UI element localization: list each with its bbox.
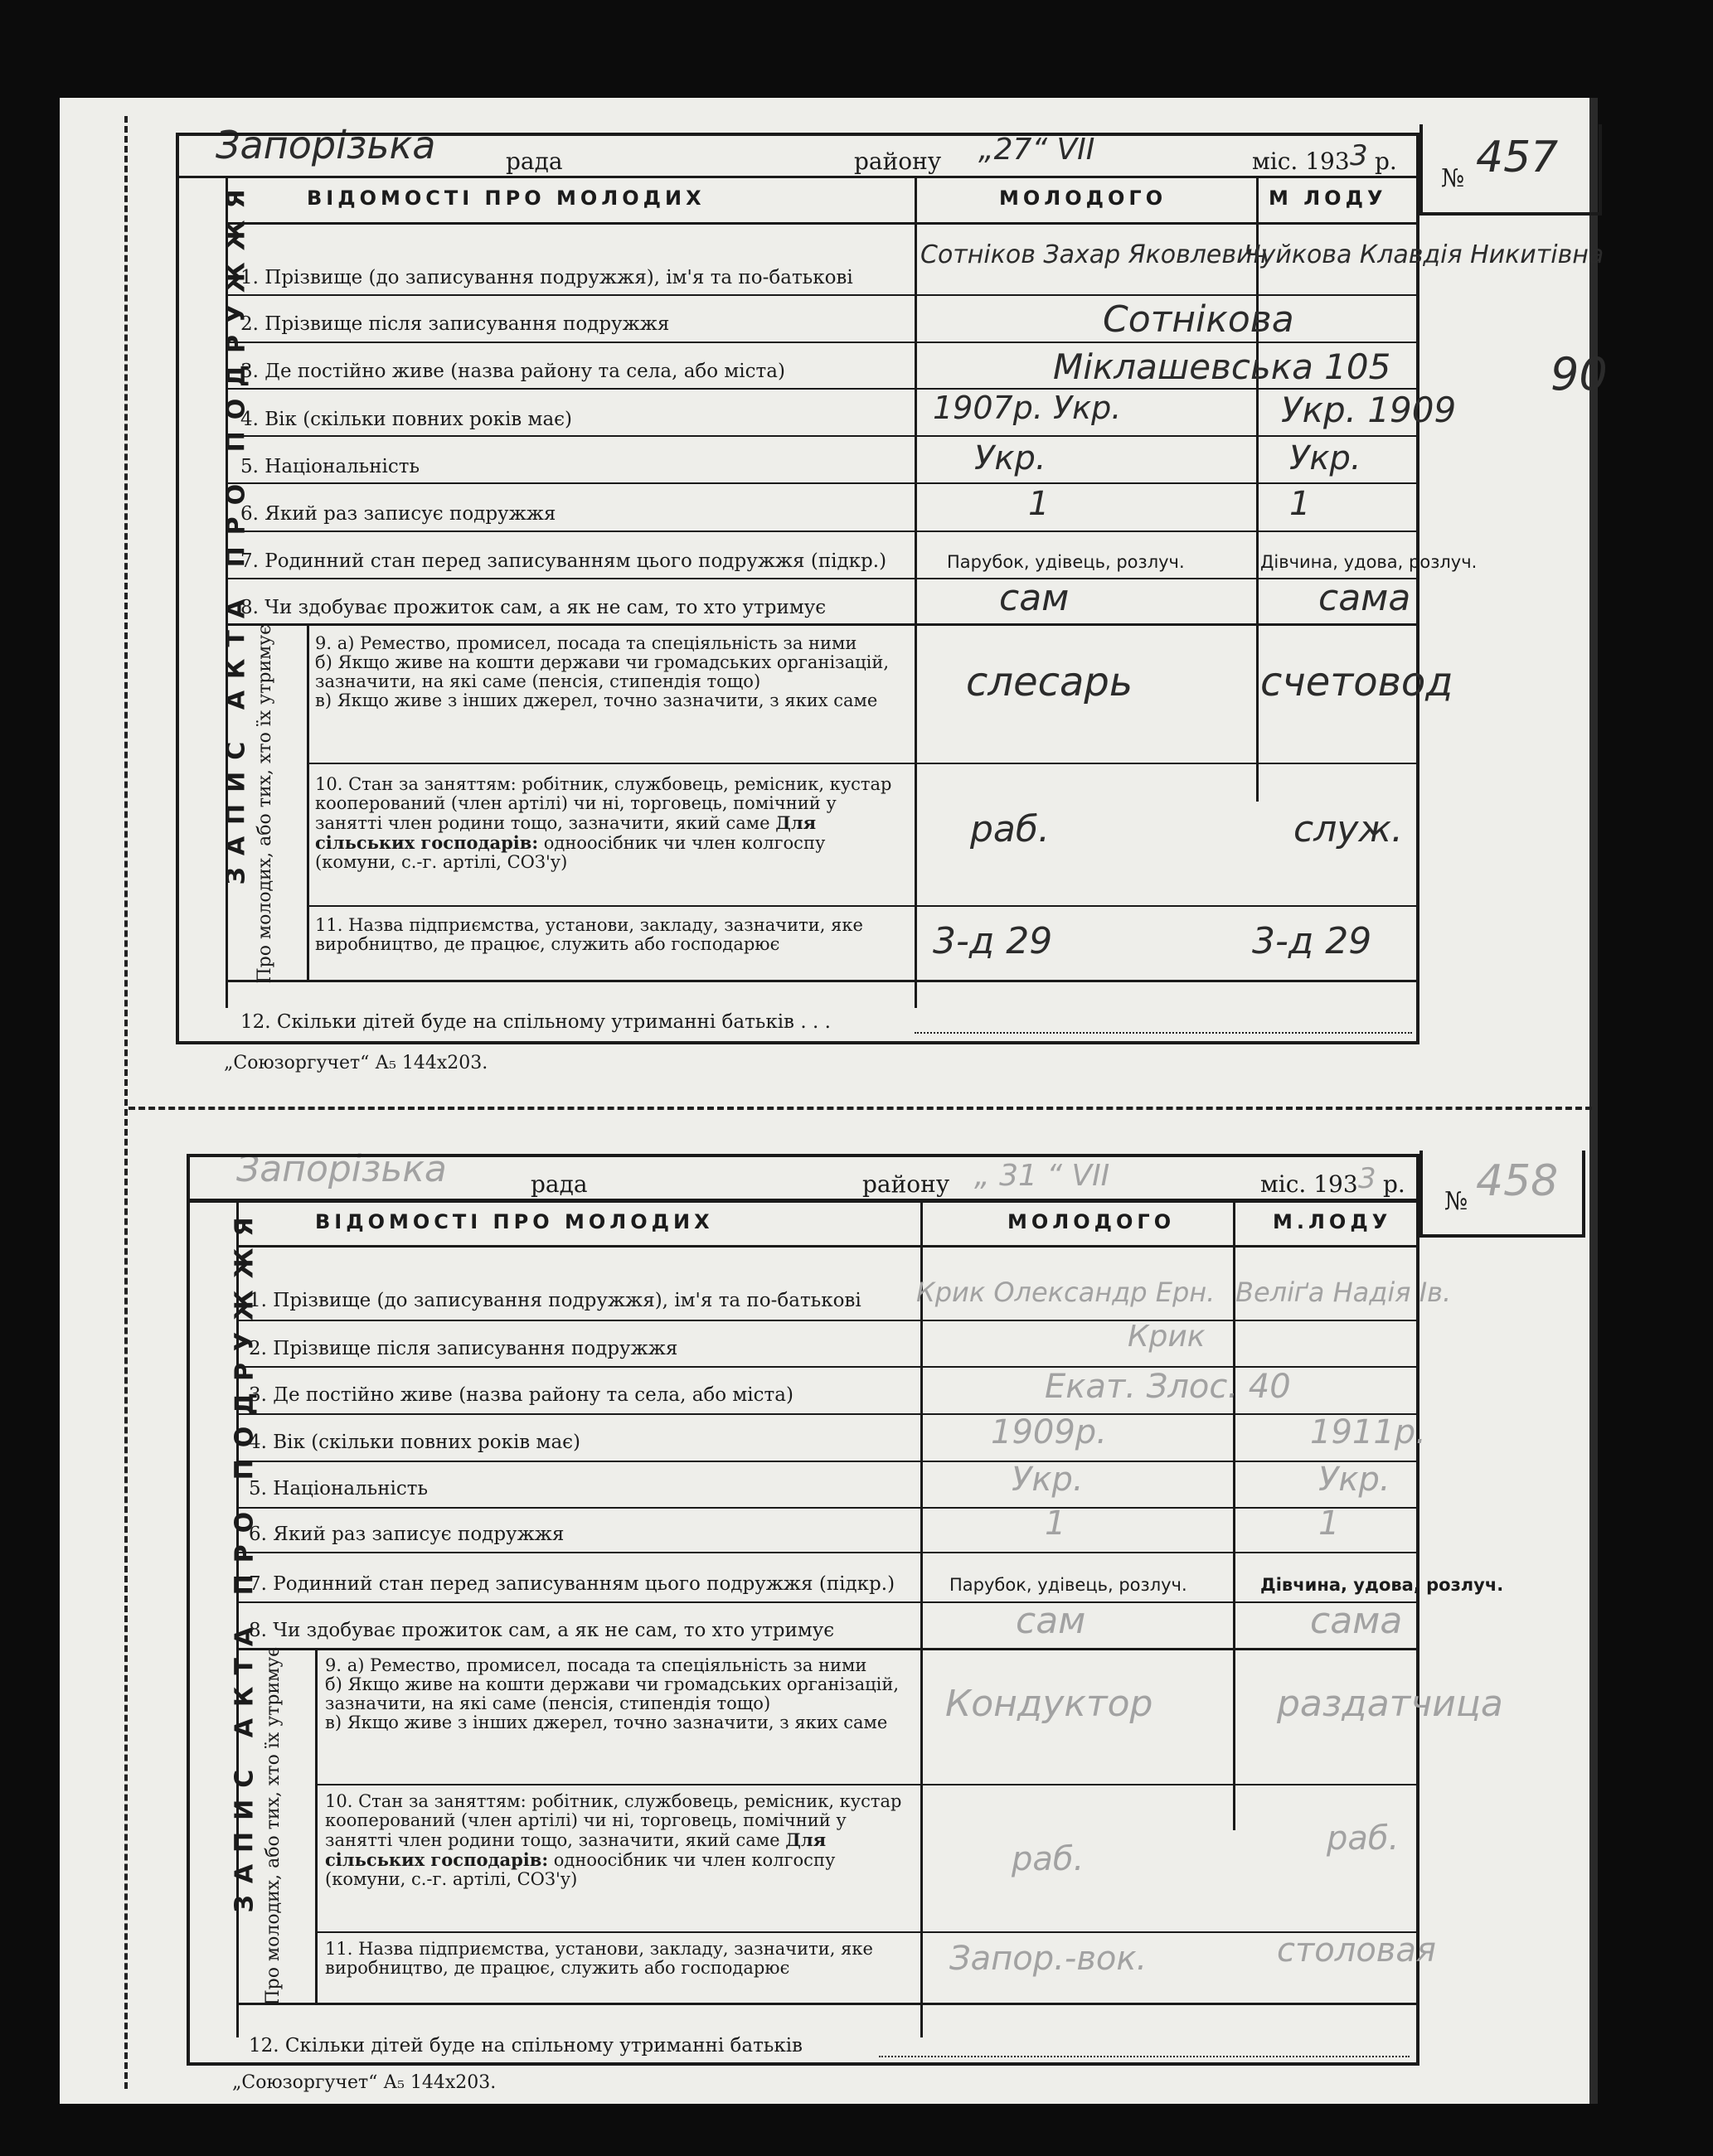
sub-side-line <box>307 623 309 980</box>
row-label: 2. Прізвище після записування подружжя <box>249 1338 678 1359</box>
row-text-bold: Для сільських господарів: <box>325 1829 827 1870</box>
groom-value: сам <box>999 577 1070 619</box>
groom-value: сам <box>1016 1600 1086 1642</box>
footer-print-mark: „Союзоргучет“ А₅ 144х203. <box>224 1053 488 1073</box>
perforation-vertical <box>124 116 128 2089</box>
sub-side-title: Про молодих, або тих, хто їх утримує <box>255 624 275 984</box>
row-divider <box>315 1931 1419 1933</box>
groom-value: 1 <box>1045 1504 1066 1543</box>
bride-value: Чуйкова Клавдія Никитівна <box>1244 240 1604 269</box>
groom-value: Сотніков Захар Яковлевич <box>920 240 1268 269</box>
row-label: 3. Де постійно живе (назва району та села, або міста) <box>240 361 785 382</box>
footer-print-mark: „Союзоргучет“ А₅ 144х203. <box>232 2072 497 2093</box>
row-label: 7. Родинний стан перед записуванням цього подружжя (підкр.) <box>249 1573 895 1595</box>
row-divider <box>315 1784 1419 1785</box>
row-label: 9. а) Ремество, промисел, посада та спеціяльність за ними б) Якщо живе на кошти держави чи громадських організацій, зазначити, на які саме (пенсія, стипендія тощо) в) Якщо живе з інших джерел, точно зазначити, з яких саме <box>315 633 890 710</box>
row-label: 6. Який раз записує подружжя <box>240 503 556 525</box>
number-handwritten: 457 <box>1476 133 1559 182</box>
r-label: р. <box>1383 1170 1405 1198</box>
bride-options: Дівчина, удова, розлуч. <box>1260 1575 1504 1595</box>
groom-value: раб. <box>1012 1840 1085 1878</box>
bride-value: 3-д 29 <box>1252 920 1372 962</box>
groom-value: 1907р. Укр. <box>933 390 1122 426</box>
groom-value: слесарь <box>966 659 1133 705</box>
row-text: 10. Стан за заняттям: робітник, службовець, ремісник, кустар кооперований (член артілі) чи ні, торговець, помічний у занятті член родини тощо, зазначити, який саме <box>325 1791 902 1850</box>
bride-value: счетовод <box>1260 659 1453 705</box>
rayonu-label: району <box>862 1170 950 1198</box>
bride-value: 1 <box>1318 1504 1340 1543</box>
year-handwritten: 3 <box>1350 139 1368 172</box>
header-bottom-line <box>236 1245 1419 1248</box>
rada-label: рада <box>506 148 563 175</box>
row-divider <box>226 294 1419 296</box>
row-divider <box>307 763 1419 764</box>
row-divider <box>226 980 1419 982</box>
groom-column-line <box>920 1200 923 2037</box>
groom-value: 1 <box>1028 485 1050 523</box>
row-text: 10. Стан за заняттям: робітник, службовець, ремісник, кустар кооперований (член артілі) чи ні, торговець, помічний у занятті член родини тощо, зазначити, який саме <box>315 774 892 833</box>
row-label <box>315 775 908 872</box>
council-handwritten: Запорізька <box>236 1148 447 1190</box>
groom-value: Укр. <box>974 439 1046 477</box>
row-12-label: 12. Скільки дітей буде на спільному утриманні батьків <box>249 2035 803 2057</box>
column-title-bride: М.ЛОДУ <box>1273 1210 1392 1233</box>
bride-value: Сотнікова <box>1103 298 1294 341</box>
row-label: 6. Який раз записує подружжя <box>249 1524 565 1545</box>
number-label: № <box>1441 164 1465 193</box>
sub-side-title: Про молодих, або тих, хто їх утримує <box>263 1646 284 2006</box>
row-divider <box>236 1413 1419 1415</box>
bride-value: сама <box>1318 577 1411 619</box>
bride-value: столовая <box>1277 1931 1436 1969</box>
row-divider <box>226 388 1419 390</box>
bride-value: 1911р. <box>1310 1413 1426 1451</box>
row-divider <box>226 342 1419 343</box>
groom-value: Запор.-вок. <box>949 1940 1148 1978</box>
row-divider <box>226 623 1419 626</box>
mis-label: міс. 193 <box>1260 1170 1358 1198</box>
date-handwritten: „27“ VII <box>978 133 1095 167</box>
number-label: № <box>1444 1187 1468 1216</box>
groom-value: 3-д 29 <box>933 920 1053 962</box>
row-text-rest: одноосібник чи член колгоспу (комуни, с.-г. артілі, СОЗ'у) <box>325 1850 836 1889</box>
bride-value: служ. <box>1293 808 1403 850</box>
header-bottom-line <box>226 222 1419 225</box>
row-label: 11. Назва підприємства, установи, закладу, зазначити, яке виробництво, де працює, служить або господарює <box>325 1939 873 1978</box>
number-handwritten: 458 <box>1476 1156 1559 1206</box>
row-divider <box>236 1601 1419 1603</box>
row-divider <box>307 905 1419 907</box>
bride-value: Укр. <box>1318 1461 1390 1499</box>
groom-options: Парубок, удівець, розлуч. <box>947 552 1185 572</box>
column-title-main: ВІДОМОСТІ ПРО МОЛОДИХ <box>307 187 706 210</box>
row-label: 1. Прізвище (до записування подружжя), ім'я та по-батькові <box>249 1290 861 1311</box>
groom-value: раб. <box>970 808 1051 850</box>
bride-value: сама <box>1310 1600 1403 1642</box>
row-12-underline <box>915 1032 1412 1034</box>
row-12-label: 12. Скільки дітей буде на спільному утриманні батьків . . . <box>240 1011 831 1033</box>
margin-note-handwritten: 90 <box>1550 348 1608 400</box>
bride-value: Укр. 1909 <box>1281 390 1457 430</box>
perforation-horizontal <box>129 1107 1592 1110</box>
bride-value: раздатчица <box>1277 1683 1503 1725</box>
bride-value: раб. <box>1327 1819 1400 1858</box>
row-divider <box>226 482 1419 484</box>
row-divider <box>236 2003 1419 2005</box>
column-title-groom: МОЛОДОГО <box>1007 1210 1176 1233</box>
date-handwritten: „ 31 “ VII <box>974 1159 1110 1193</box>
row-12-underline <box>879 2056 1410 2057</box>
row-label: 5. Національність <box>249 1478 429 1500</box>
row-text-bold: Для сільських господарів: <box>315 812 817 853</box>
row-label: 7. Родинний стан перед записуванням цього подружжя (підкр.) <box>240 550 887 572</box>
row-label: 4. Вік (скільки повних років має) <box>249 1432 581 1453</box>
groom-options: Парубок, удівець, розлуч. <box>949 1575 1187 1595</box>
groom-value: 1909р. <box>991 1413 1107 1451</box>
bride-options: Дівчина, удова, розлуч. <box>1260 552 1478 572</box>
row-label: 5. Національність <box>240 456 420 477</box>
mis-label: міс. 193 <box>1252 148 1350 175</box>
bride-value: Веліґа Надія Ів. <box>1235 1277 1452 1308</box>
row-divider <box>236 1552 1419 1553</box>
r-label: р. <box>1375 148 1397 175</box>
bride-value: Екат. Злос. 40 <box>1045 1368 1291 1406</box>
row-label: 1. Прізвище (до записування подружжя), ім'я та по-батькові <box>240 267 853 288</box>
row-divider <box>236 1507 1419 1509</box>
row-divider <box>226 531 1419 532</box>
groom-value: Укр. <box>1012 1461 1084 1499</box>
bride-value: Укр. <box>1289 439 1361 477</box>
row-divider <box>236 1648 1419 1650</box>
bride-value: Крик <box>1128 1320 1206 1354</box>
title-line <box>176 176 1419 178</box>
bride-value: Міклашевська 105 <box>1053 346 1391 387</box>
sub-side-line <box>315 1648 318 2003</box>
row-label: 11. Назва підприємства, установи, закладу, зазначити, яке виробництво, де працює, служить або господарює <box>315 915 863 954</box>
row-divider <box>226 578 1419 579</box>
column-title-bride: М ЛОДУ <box>1269 187 1387 210</box>
row-label: 3. Де постійно живе (назва району та села, або міста) <box>249 1384 793 1406</box>
bride-value: 1 <box>1289 485 1311 523</box>
row-label <box>325 1792 914 1889</box>
row-label: 2. Прізвище після записування подружжя <box>240 313 670 335</box>
row-label: 8. Чи здобуває прожиток сам, а як не сам, то хто утримує <box>240 597 827 618</box>
rada-label: рада <box>531 1170 588 1198</box>
council-handwritten: Запорізька <box>216 123 436 167</box>
groom-column-line <box>915 176 917 1008</box>
groom-value: Кондуктор <box>945 1683 1153 1725</box>
rayonu-label: району <box>854 148 942 175</box>
row-text-rest: одноосібник чи член колгоспу (комуни, с.-г. артілі, СОЗ'у) <box>315 833 826 872</box>
side-title: ЗАПИС АКТА ПРО ПОДРУЖЖЯ <box>230 1205 260 1913</box>
row-label: 4. Вік (скільки повних років має) <box>240 409 573 430</box>
groom-value: Крик Олександр Ерн. <box>916 1277 1216 1308</box>
side-title: ЗАПИС АКТА ПРО ПОДРУЖЖЯ <box>221 177 251 885</box>
bride-column-line <box>1256 176 1259 802</box>
row-divider <box>226 435 1419 437</box>
row-label: 8. Чи здобуває прожиток сам, а як не сам, то хто утримує <box>249 1620 835 1641</box>
column-title-main: ВІДОМОСТІ ПРО МОЛОДИХ <box>315 1210 714 1233</box>
row-divider <box>236 1461 1419 1462</box>
year-handwritten: 3 <box>1358 1162 1376 1195</box>
row-divider <box>236 1320 1419 1321</box>
column-title-groom: МОЛОДОГО <box>999 187 1167 210</box>
row-label: 9. а) Ремество, промисел, посада та спеціяльність за ними б) Якщо живе на кошти держави чи громадських організацій, зазначити, на які саме (пенсія, стипендія тощо) в) Якщо живе з інших джерел, точно зазначити, з яких саме <box>325 1655 900 1732</box>
